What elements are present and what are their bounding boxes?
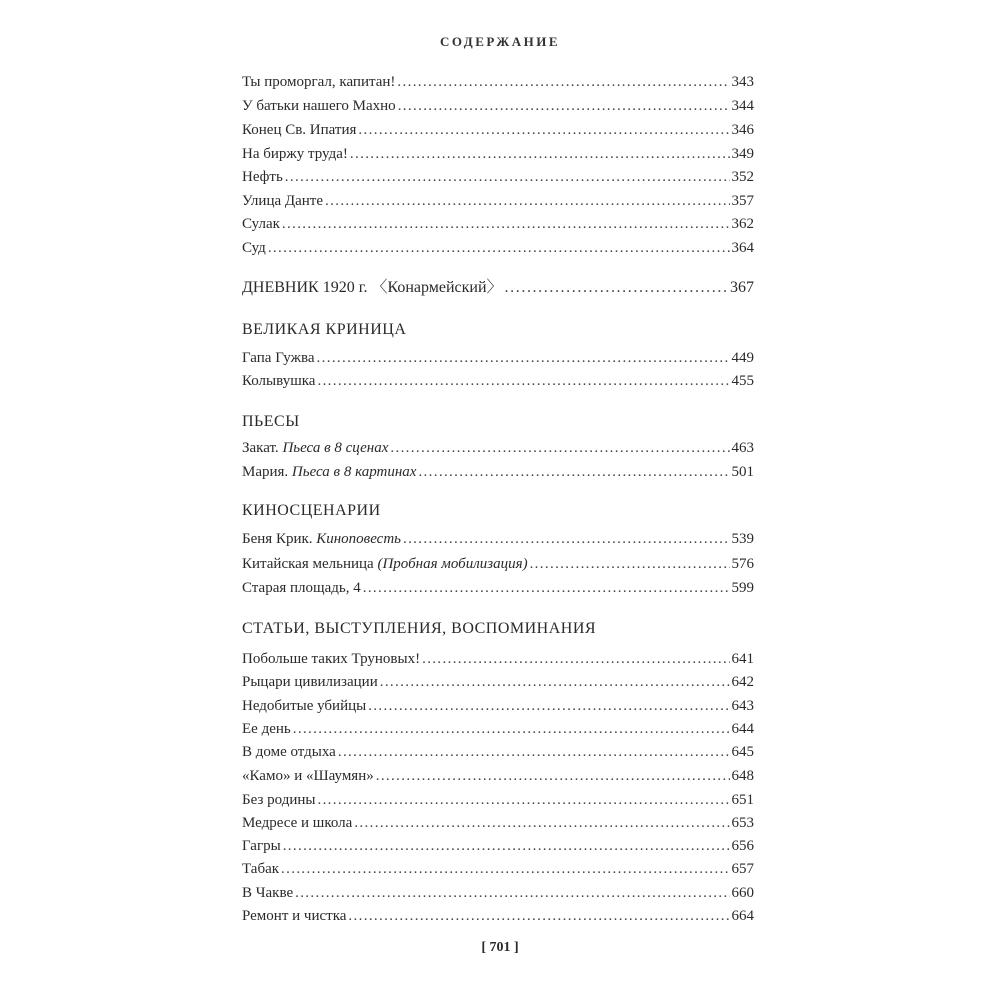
toc-entry-title: [242, 553, 528, 575]
toc-entry-title: На биржу труда!: [242, 146, 348, 162]
toc-entry-title: Табак: [242, 861, 280, 877]
toc-entry-title: Улица Данте: [242, 193, 324, 209]
dot-leader: [283, 835, 730, 857]
dot-leader: [397, 71, 729, 93]
toc-entry: [242, 835, 754, 857]
toc-entry-title: Старая площадь, 4: [242, 580, 361, 596]
toc-entry-page: 656: [731, 838, 754, 854]
dot-leader: [281, 858, 729, 880]
toc-entry-name: Мария.: [242, 464, 292, 480]
dot-leader: [398, 95, 730, 117]
toc-entry-page: 352: [731, 169, 754, 185]
toc-entry-page: 653: [731, 815, 754, 831]
toc-entry-page: 501: [731, 464, 754, 480]
toc-entry: [242, 858, 754, 880]
toc-entry-title: [242, 461, 416, 483]
toc-entry: [242, 237, 754, 259]
toc-entry: [242, 648, 754, 670]
toc-entry: [242, 882, 754, 904]
toc-entry-page: 645: [731, 744, 754, 760]
toc-entry-title: Нефть: [242, 169, 283, 185]
toc-entry-title: Суд: [242, 240, 266, 256]
dot-leader: [317, 370, 729, 392]
toc-entry-title: Конец Св. Ипатия: [242, 122, 357, 138]
toc-entry: [242, 695, 754, 717]
dot-leader: [354, 812, 729, 834]
toc-entry-title: Ты проморгал, капитан!: [242, 74, 396, 90]
dot-leader: [530, 553, 730, 575]
toc-entry-title: Рыцари цивилизации: [242, 674, 378, 690]
section-heading: ВЕЛИКАЯ КРИНИЦА: [242, 321, 407, 338]
dot-leader: [403, 528, 730, 550]
toc-entry-page: 539: [731, 531, 754, 547]
dot-leader: [350, 143, 730, 165]
toc-entry-page: 576: [731, 556, 754, 572]
toc-entry-subtitle: Киноповесть: [316, 531, 401, 547]
toc-entry-page: 364: [731, 240, 754, 256]
toc-entry: [242, 789, 754, 811]
toc-entry-title: Ее день: [242, 721, 291, 737]
toc-entry-page: 349: [731, 146, 754, 162]
toc-entry-page: 641: [731, 651, 754, 667]
dot-leader: [390, 437, 729, 459]
toc-entry-page: 449: [731, 350, 754, 366]
toc-entry-name: Закат.: [242, 440, 283, 456]
toc-entry-title: Без родины: [242, 792, 316, 808]
toc-entry: [242, 370, 754, 392]
section-heading: СТАТЬИ, ВЫСТУПЛЕНИЯ, ВОСПОМИНАНИЯ: [242, 620, 597, 637]
toc-entry-title: Колывушка: [242, 373, 316, 389]
section-heading: КИНОСЦЕНАРИИ: [242, 502, 381, 519]
toc-entry-title: Сулак: [242, 216, 280, 232]
toc-entry-name: Китайская мельница: [242, 556, 378, 572]
page-number: [ 701 ]: [481, 940, 519, 955]
dot-leader: [376, 765, 730, 787]
dot-leader: [295, 882, 729, 904]
toc-entry-page: 651: [731, 792, 754, 808]
toc-entry-page: 344: [731, 98, 754, 114]
toc-entry-subtitle: Пьеса в 8 картинах: [291, 464, 417, 480]
toc-entry-page: 660: [731, 885, 754, 901]
page-header: СОДЕРЖАНИЕ: [439, 34, 561, 49]
toc-entry: [242, 143, 754, 165]
dot-leader: [268, 237, 730, 259]
dot-leader: [282, 213, 730, 235]
toc-entry-title: Гапа Гужва: [242, 350, 315, 366]
dot-leader: [325, 190, 729, 212]
toc-entry: [242, 95, 754, 117]
toc-entry-page: 362: [731, 216, 754, 232]
toc-entry: [242, 166, 754, 188]
toc-entry: [242, 765, 754, 787]
toc-entry-title: У батьки нашего Махно: [242, 98, 396, 114]
toc-entry-title: [242, 437, 388, 459]
toc-entry: [242, 718, 754, 740]
toc-entry: [242, 213, 754, 235]
toc-entry-page: 463: [731, 440, 754, 456]
toc-entry: [242, 71, 754, 93]
toc-entry: [242, 671, 754, 693]
toc-entry-title: Недобитые убийцы: [242, 698, 367, 714]
dot-leader: [317, 347, 730, 369]
toc-entry-page: 657: [731, 861, 754, 877]
toc-entry-page: 643: [731, 698, 754, 714]
toc-entry-page: 343: [731, 74, 754, 90]
toc-entry: [242, 905, 754, 927]
toc-entry: [242, 119, 754, 141]
toc-entry-diary: [242, 277, 754, 299]
dot-leader: [285, 166, 730, 188]
dot-leader: [422, 648, 729, 670]
toc-entry: [242, 347, 754, 369]
toc-entry: [242, 190, 754, 212]
toc-entry-title: [242, 528, 401, 550]
toc-entry-page: 346: [731, 122, 754, 138]
toc-entry-page: 664: [731, 908, 754, 924]
toc-entry-title: Побольше таких Труновых!: [242, 651, 421, 667]
toc-entry: [242, 812, 754, 834]
dot-leader: [368, 695, 729, 717]
toc-entry-page: 642: [731, 674, 754, 690]
toc-entry-title: Ремонт и чистка: [242, 908, 347, 924]
section-heading: ПЬЕСЫ: [242, 413, 300, 430]
toc-entry: [242, 461, 754, 483]
toc-entry-page: 648: [731, 768, 754, 784]
toc-entry: [242, 528, 754, 550]
dot-leader: [293, 718, 730, 740]
toc-entry-page: 455: [731, 373, 754, 389]
toc-entry-page: 644: [731, 721, 754, 737]
toc-entry: [242, 437, 754, 459]
toc-entry: [242, 577, 754, 599]
toc-entry: [242, 553, 754, 575]
dot-leader: [348, 905, 729, 927]
toc-entry-title: ДНЕВНИК 1920 г. 〈Конармейский〉: [242, 279, 503, 296]
toc-entry-title: В Чакве: [242, 885, 294, 901]
dot-leader: [338, 741, 730, 763]
dot-leader: [363, 577, 730, 599]
toc-entry-page: 599: [731, 580, 754, 596]
dot-leader: [505, 277, 728, 299]
toc-entry-title: Медресе и школа: [242, 815, 353, 831]
toc-entry-page: 357: [731, 193, 754, 209]
toc-entry: [242, 741, 754, 763]
dot-leader: [317, 789, 729, 811]
toc-entry-name: Беня Крик.: [242, 531, 317, 547]
toc-entry-subtitle: Пьеса в 8 сценах: [282, 440, 389, 456]
toc-entry-title: В доме отдыха: [242, 744, 336, 760]
toc-entry-title: Гагры: [242, 838, 281, 854]
toc-entry-page: 367: [730, 279, 754, 296]
toc-entry-title: «Камо» и «Шаумян»: [242, 768, 374, 784]
dot-leader: [380, 671, 730, 693]
dot-leader: [418, 461, 729, 483]
toc-entry-subtitle: (Пробная мобилизация): [377, 556, 528, 572]
dot-leader: [358, 119, 729, 141]
